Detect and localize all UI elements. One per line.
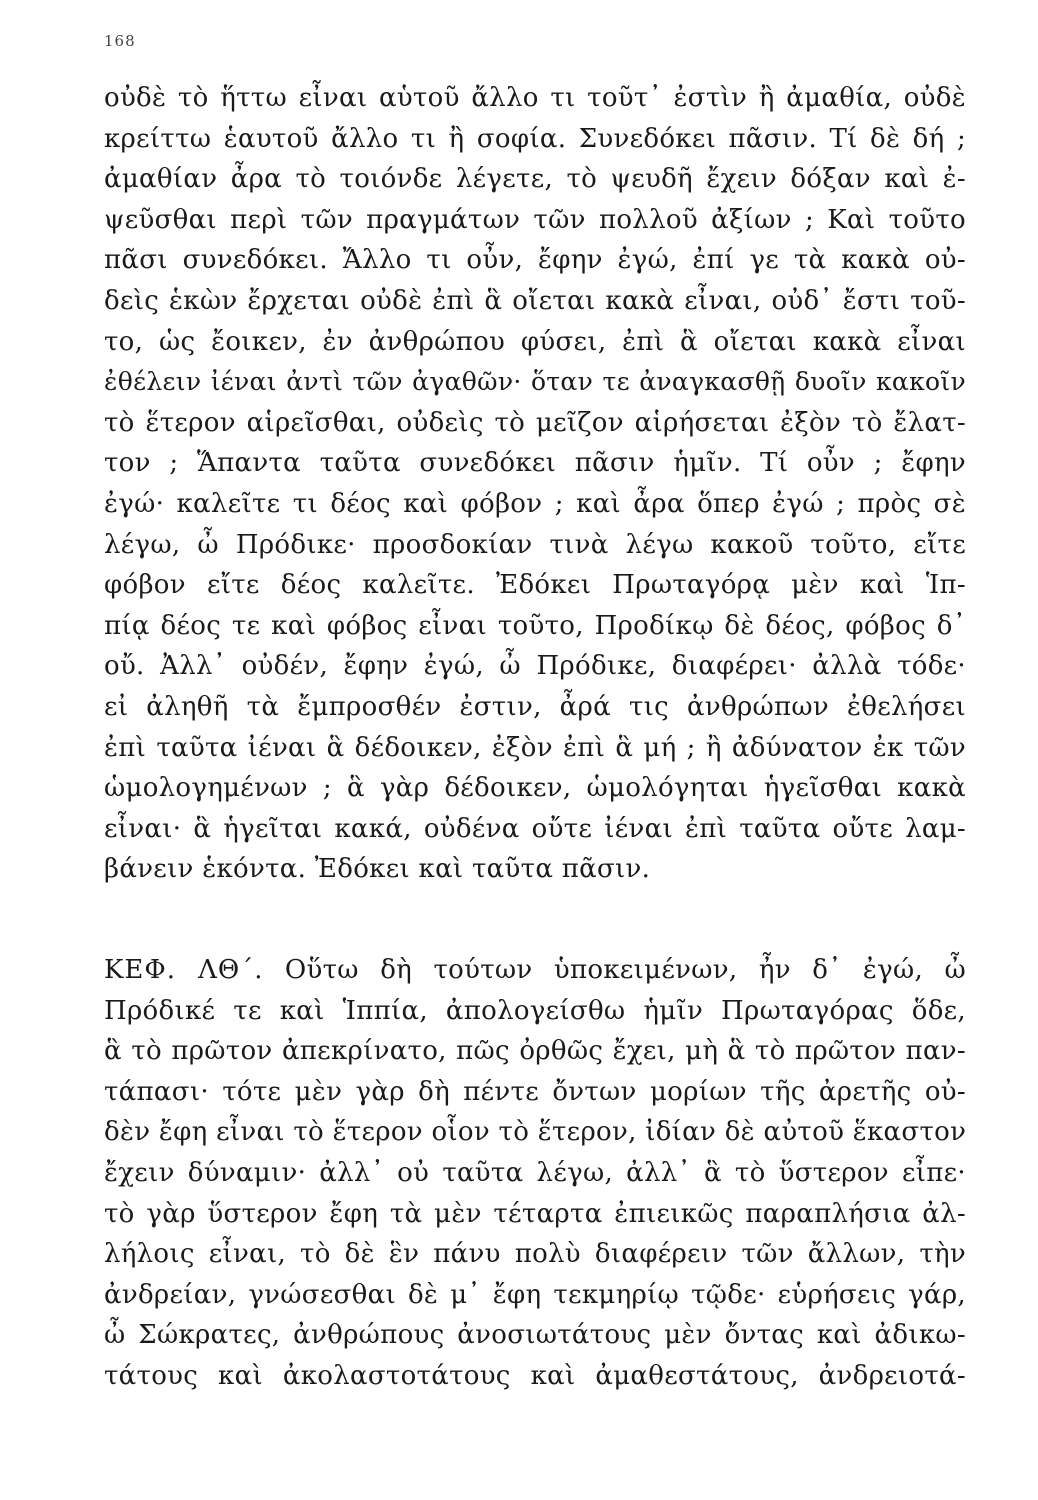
text-line: Πρόδικέ τε καὶ Ἱππία, ἀπολογείσθω ἡμῖν Πρωταγόρας ὅδε, bbox=[104, 995, 966, 1026]
text-line: ἃ τὸ πρῶτον ἀπεκρίνατο, πῶς ὀρθῶς ἔχει, μὴ ἃ τὸ πρῶτον παν- bbox=[104, 1036, 966, 1067]
text-line: ὡμολογημένων ; ἃ γὰρ δέδοικεν, ὡμολόγηται ἡγεῖσθαι κακὰ bbox=[104, 773, 966, 804]
text-line: το, ὡς ἔοικεν, ἐν ἀνθρώπου φύσει, ἐπὶ ἃ οἴεται κακὰ εἶναι bbox=[104, 326, 966, 357]
text-line: τον ; Ἅπαντα ταῦτα συνεδόκει πᾶσιν ἡμῖν. Τί οὖν ; ἔφην bbox=[104, 448, 966, 479]
text-line: κρείττω ἑαυτοῦ ἄλλο τι ἢ σοφία. Συνεδόκει πᾶσιν. Τί δὲ δή ; bbox=[104, 123, 966, 154]
text-line: βάνειν ἑκόντα. Ἐδόκει καὶ ταῦτα πᾶσιν. bbox=[104, 854, 651, 885]
text-line: ἀμαθίαν ἆρα τὸ τοιόνδε λέγετε, τὸ ψευδῆ ἔχειν δόξαν καὶ ἐ- bbox=[104, 164, 966, 195]
text-line: δὲν ἔφη εἶναι τὸ ἕτερον οἷον τὸ ἕτερον, ἰδίαν δὲ αὐτοῦ ἕκαστον bbox=[104, 1117, 967, 1148]
chapter-heading-line bbox=[104, 950, 966, 991]
text-line-lead: Οὕτω δὴ τούτων ὑποκειμένων, ἦν δ᾿ ἐγώ, ὦ bbox=[284, 955, 966, 985]
text-line: εἰ ἀληθῆ τὰ ἔμπροσθέν ἐστιν, ἆρά τις ἀνθρώπων ἐθελήσει bbox=[104, 691, 966, 722]
text-line: πίᾳ δέος τε καὶ φόβος εἶναι τοῦτο, Προδίκῳ δὲ δέος, φόβος δ᾿ bbox=[104, 610, 966, 641]
text-line: φόβον εἴτε δέος καλεῖτε. Ἐδόκει Πρωταγόρᾳ μὲν καὶ Ἱπ- bbox=[104, 570, 966, 601]
chapter-heading: ΚΕΦ. ΛΘ΄. bbox=[104, 955, 264, 985]
text-line: ὦ Σώκρατες, ἀνθρώπους ἀνοσιωτάτους μὲν ὄντας καὶ ἀδικω- bbox=[104, 1320, 966, 1351]
paragraph-1 bbox=[104, 78, 966, 890]
text-line: τάτους καὶ ἀκολαστοτάτους καὶ ἀμαθεστάτους, ἀνδρειοτά- bbox=[104, 1360, 966, 1391]
text-line: ψεῦσθαι περὶ τῶν πραγμάτων τῶν πολλοῦ ἀξίων ; Καὶ τοῦτο bbox=[104, 204, 966, 235]
text-line: τάπασι· τότε μὲν γὰρ δὴ πέντε ὄντων μορίων τῆς ἀρετῆς οὐ- bbox=[104, 1076, 966, 1107]
text-line: ἀνδρείαν, γνώσεσθαι δὲ μ᾿ ἔφη τεκμηρίῳ τῷδε· εὑρήσεις γάρ, bbox=[104, 1279, 966, 1310]
text-line: ἐπὶ ταῦτα ἰέναι ἃ δέδοικεν, ἐξὸν ἐπὶ ἃ μή ; ἢ ἀδύνατον ἐκ τῶν bbox=[104, 732, 966, 763]
text-line: ἐγώ· καλεῖτε τι δέος καὶ φόβον ; καὶ ἆρα ὅπερ ἐγώ ; πρὸς σὲ bbox=[104, 488, 966, 519]
text-line: εἶναι· ἃ ἡγεῖται κακά, οὐδένα οὔτε ἰέναι ἐπὶ ταῦτα οὔτε λαμ- bbox=[104, 813, 966, 844]
text-line: λέγω, ὦ Πρόδικε· προσδοκίαν τινὰ λέγω κακοῦ τοῦτο, εἴτε bbox=[104, 529, 966, 560]
text-line: λήλοις εἶναι, τὸ δὲ ἓν πάνυ πολὺ διαφέρειν τῶν ἄλλων, τὴν bbox=[104, 1239, 966, 1270]
paragraph-2 bbox=[104, 950, 966, 1397]
text-line: ἔχειν δύναμιν· ἀλλ᾿ οὐ ταῦτα λέγω, ἀλλ᾿ ἃ τὸ ὕστερον εἶπε· bbox=[104, 1157, 966, 1188]
text-line: πᾶσι συνεδόκει. Ἄλλο τι οὖν, ἔφην ἐγώ, ἐπί γε τὰ κακὰ οὐ- bbox=[104, 245, 966, 276]
text-line: δεὶς ἑκὼν ἔρχεται οὐδὲ ἐπὶ ἃ οἴεται κακὰ εἶναι, οὐδ᾿ ἔστι τοῦ- bbox=[104, 285, 966, 316]
page-number: 168 bbox=[104, 32, 136, 50]
text-line: τὸ γὰρ ὕστερον ἔφη τὰ μὲν τέταρτα ἐπιεικῶς παραπλήσια ἀλ- bbox=[104, 1198, 966, 1229]
text-line: τὸ ἕτερον αἱρεῖσθαι, οὐδεὶς τὸ μεῖζον αἱρήσεται ἐξὸν τὸ ἔλατ- bbox=[104, 407, 966, 438]
text-line: ἐθέλειν ἰέναι ἀντὶ τῶν ἀγαθῶν· ὅταν τε ἀναγκασθῇ δυοῖν κακοῖν bbox=[104, 367, 966, 397]
text-line: οὔ. Ἀλλ᾿ οὐδέν, ἔφην ἐγώ, ὦ Πρόδικε, διαφέρει· ἀλλὰ τόδε· bbox=[104, 651, 966, 682]
text-line: οὐδὲ τὸ ἥττω εἶναι αὑτοῦ ἄλλο τι τοῦτ᾿ ἐστὶν ἢ ἀμαθία, οὐδὲ bbox=[104, 83, 966, 113]
